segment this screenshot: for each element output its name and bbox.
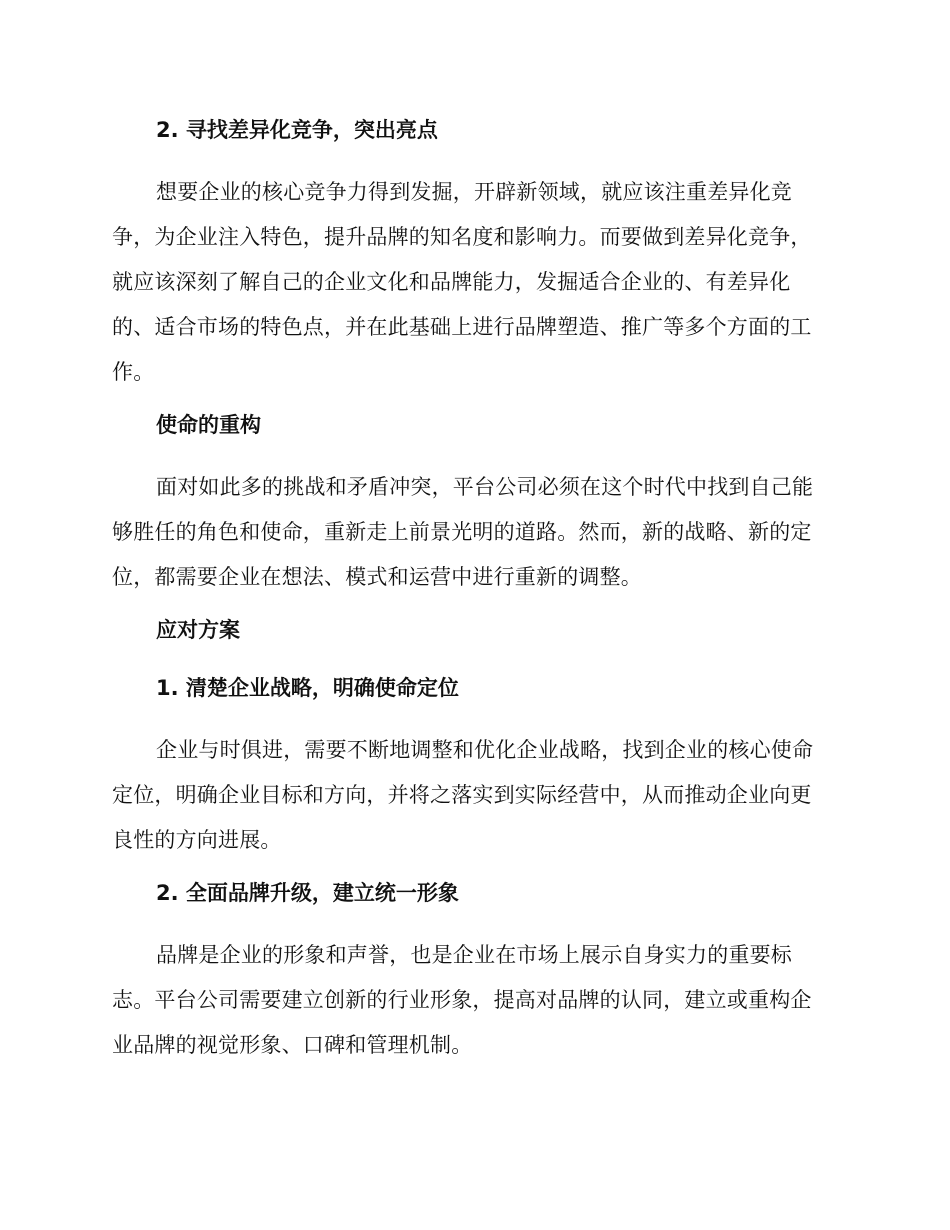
section-paragraph-differentiation: 想要企业的核心竞争力得到发掘，开辟新领域，就应该注重差异化竞争，为企业注入特色，提升品牌的知名度和影响力。而要做到差异化竞争，就应该深刻了解自己的企业文化和品牌能力，发掘适合企业的、有差异化的、适合市场的特色点，并在此基础上进行品牌塑造、推广等多个方面的工作。 bbox=[112, 180, 812, 384]
section-heading-mission-restructure: 使命的重构 bbox=[156, 413, 261, 437]
section-paragraph-mission-restructure: 面对如此多的挑战和矛盾冲突，平台公司必须在这个时代中找到自己能够胜任的角色和使命，重新走上前景光明的道路。然而，新的战略、新的定位，都需要企业在想法、模式和运营中进行重新的调整。 bbox=[112, 475, 814, 589]
section-heading-strategy: 1. 清楚企业战略，明确使命定位 bbox=[156, 676, 459, 700]
section-paragraph-strategy: 企业与时俱进，需要不断地调整和优化企业战略，找到企业的核心使命定位，明确企业目标和方向，并将之落实到实际经营中，从而推动企业向更良性的方向进展。 bbox=[112, 738, 814, 852]
section-heading-differentiation: 2. 寻找差异化竞争，突出亮点 bbox=[156, 118, 438, 142]
section-heading-brand-upgrade: 2. 全面品牌升级，建立统一形象 bbox=[156, 881, 459, 905]
document-body bbox=[112, 112, 832, 1080]
section-heading-solutions: 应对方案 bbox=[156, 618, 240, 642]
section-paragraph-brand-upgrade: 品牌是企业的形象和声誉，也是企业在市场上展示自身实力的重要标志。平台公司需要建立创新的行业形象，提高对品牌的认同，建立或重构企业品牌的视觉形象、口碑和管理机制。 bbox=[112, 943, 812, 1057]
